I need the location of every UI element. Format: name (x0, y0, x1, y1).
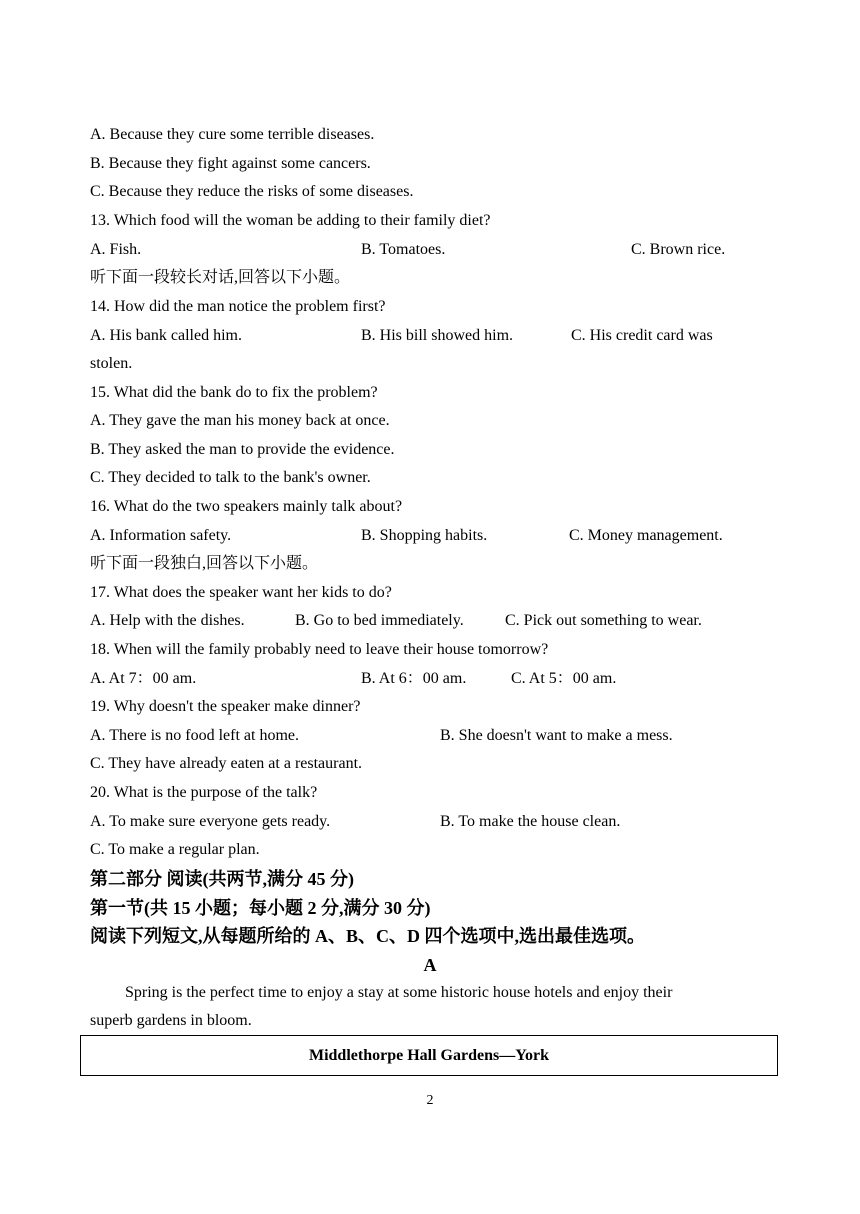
question-14: 14. How did the man notice the problem first? (90, 298, 386, 315)
passage-paragraph: Spring is the perfect time to enjoy a stay at some historic house hotels and enjoy their (125, 984, 673, 1001)
option-a: A. Help with the dishes. (90, 612, 245, 629)
option-line: A. Because they cure some terrible diseases. (90, 126, 375, 143)
option-b: B. His bill showed him. (361, 327, 514, 344)
question-16: 16. What do the two speakers mainly talk about? (90, 498, 403, 515)
section-instruction: 阅读下列短文,从每题所给的 A、B、C、D 四个选项中,选出最佳选项。 (90, 926, 645, 946)
option-b: B. Shopping habits. (361, 527, 488, 544)
instruction-text: 听下面一段独白,回答以下小题。 (90, 555, 319, 572)
option-line: C. Because they reduce the risks of some diseases. (90, 183, 414, 200)
option-b: B. They asked the man to provide the evidence. (90, 441, 395, 458)
question-19: 19. Why doesn't the speaker make dinner? (90, 698, 361, 715)
option-b: B. To make the house clean. (440, 813, 621, 830)
option-c: C. Money management. (569, 527, 723, 544)
option-a: A. To make sure everyone gets ready. (90, 813, 331, 830)
box-title: Middlethorpe Hall Gardens—York (308, 1046, 549, 1064)
question-18: 18. When will the family probably need to leave their house tomorrow? (90, 641, 549, 658)
option-c: C. His credit card was (571, 327, 713, 344)
option-a: A. Information safety. (90, 527, 232, 544)
option-b: B. Tomatoes. (361, 241, 446, 258)
question-17: 17. What does the speaker want her kids to do? (90, 584, 392, 601)
question-15: 15. What did the bank do to fix the problem? (90, 384, 378, 401)
option-b: B. Go to bed immediately. (295, 612, 464, 629)
option-a: A. At 7：00 am. (90, 670, 197, 687)
option-c: C. At 5：00 am. (511, 670, 617, 687)
option-a: A. There is no food left at home. (90, 727, 299, 744)
instruction-text: 听下面一段较长对话,回答以下小题。 (90, 269, 351, 286)
option-c: C. Brown rice. (631, 241, 726, 258)
passage-paragraph-continued: superb gardens in bloom. (90, 1012, 252, 1029)
option-c: C. Pick out something to wear. (505, 612, 702, 629)
option-b: B. At 6：00 am. (361, 670, 467, 687)
option-a: A. His bank called him. (90, 327, 242, 344)
page-number: 2 (426, 1093, 434, 1108)
passage-letter: A (423, 955, 437, 975)
option-c: C. They have already eaten at a restaurant. (90, 755, 363, 772)
question-20: 20. What is the purpose of the talk? (90, 784, 318, 801)
option-c: C. They decided to talk to the bank's owner. (90, 469, 371, 486)
option-a: A. Fish. (90, 241, 142, 258)
part-heading: 第二部分 阅读(共两节,满分 45 分) (90, 869, 354, 889)
option-a: A. They gave the man his money back at once. (90, 412, 390, 429)
section-heading: 第一节(共 15 小题；每小题 2 分,满分 30 分) (90, 898, 431, 918)
option-c-continued: stolen. (90, 355, 133, 372)
table-header-box (80, 1035, 778, 1076)
option-c: C. To make a regular plan. (90, 841, 260, 858)
option-b: B. She doesn't want to make a mess. (440, 727, 673, 744)
option-line: B. Because they fight against some cancers. (90, 155, 371, 172)
question-13: 13. Which food will the woman be adding to their family diet? (90, 212, 491, 229)
